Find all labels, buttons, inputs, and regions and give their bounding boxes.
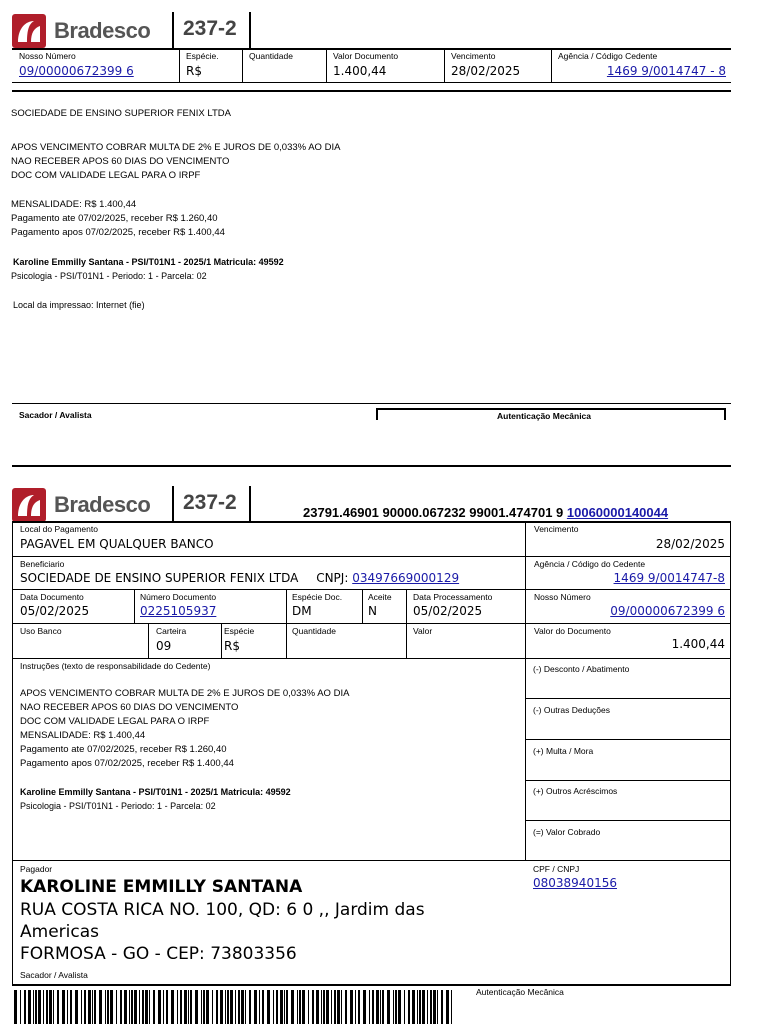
- slip-instr-4: MENSALIDADE: R$ 1.400,44: [20, 730, 146, 741]
- barcode-bar: [395, 990, 397, 1024]
- barcode-bar: [14, 990, 17, 1024]
- slip-instr-2: NAO RECEBER APOS 60 DIAS DO VENCIMENTO: [20, 702, 239, 713]
- data-proc-value: 05/02/2025: [413, 604, 483, 618]
- barcode-bar: [92, 990, 93, 1024]
- local-impressao: Local da impressao: Internet (fie): [13, 300, 145, 310]
- barcode-bar: [433, 990, 436, 1024]
- barcode-bar: [273, 990, 274, 1024]
- carteira-value: 09: [156, 639, 172, 653]
- multa-label: (+) Multa / Mora: [533, 746, 594, 756]
- barcode-bar: [393, 990, 394, 1024]
- barcode-bar: [427, 990, 428, 1024]
- barcode-bar: [212, 990, 213, 1024]
- barcode-bar: [323, 990, 325, 1024]
- slip-instr-3: DOC COM VALIDADE LEGAL PARA O IRPF: [20, 716, 210, 727]
- barcode-bar: [241, 990, 244, 1024]
- valor-doc-label: Valor do Documento: [534, 626, 611, 636]
- pagador-nome: KAROLINE EMMILLY SANTANA: [20, 877, 303, 897]
- vencimento-label-2: Vencimento: [534, 524, 579, 534]
- barcode-bar: [94, 990, 96, 1024]
- barcode-bar: [131, 990, 133, 1024]
- bank-name-2: Bradesco: [54, 492, 151, 517]
- cnpj-link[interactable]: 03497669000129: [352, 571, 460, 585]
- barcode-bar: [24, 990, 26, 1024]
- num-doc-link[interactable]: 0225105937: [140, 604, 217, 618]
- agencia-label-2: Agência / Código do Cedente: [534, 559, 646, 569]
- instr-line-2: NAO RECEBER APOS 60 DIAS DO VENCIMENTO: [11, 156, 230, 167]
- barcode-bar: [446, 990, 449, 1024]
- cnpj-label: CNPJ:: [316, 571, 349, 585]
- barcode-bar: [145, 990, 148, 1024]
- barcode-bar: [153, 990, 155, 1024]
- barcode-bar: [316, 990, 319, 1024]
- barcode-bar: [177, 990, 178, 1024]
- barcode-bar: [350, 990, 353, 1024]
- barcode-bar: [299, 990, 301, 1024]
- barcode-bar: [53, 990, 54, 1024]
- barcode-bar: [81, 990, 82, 1024]
- barcode-bar: [441, 990, 443, 1024]
- linha-digitavel: [303, 505, 668, 520]
- valor-documento-label: Valor Documento: [333, 51, 399, 61]
- barcode-bar: [408, 990, 410, 1024]
- barcode-bar: [62, 990, 65, 1024]
- barcode-bar: [220, 990, 223, 1024]
- mens-line-1: MENSALIDADE: R$ 1.400,44: [11, 199, 137, 210]
- barcode-bar: [99, 990, 102, 1024]
- bank-name: Bradesco: [54, 18, 151, 43]
- barcode-bar: [28, 990, 31, 1024]
- barcode-bar: [308, 990, 309, 1024]
- beneficiario-row: [20, 571, 459, 585]
- outros-acrescimos-label: (+) Outros Acréscimos: [533, 786, 618, 796]
- aceite-value: N: [368, 604, 377, 618]
- slip-course-line: Psicologia - PSI/T01N1 - Periodo: 1 - Parcela: 02: [20, 801, 216, 811]
- uso-banco-label: Uso Banco: [20, 626, 62, 636]
- instrucoes-label: Instruções (texto de responsabilidade do Cedente): [20, 661, 211, 671]
- barcode-bar: [245, 990, 246, 1024]
- barcode-bar: [38, 990, 41, 1024]
- data-doc-value: 05/02/2025: [20, 604, 90, 618]
- data-doc-label: Data Documento: [20, 592, 84, 602]
- barcode-bar: [417, 990, 418, 1024]
- barcode-bar: [358, 990, 360, 1024]
- barcode-bar: [203, 990, 205, 1024]
- agencia-link[interactable]: 1469 9/0014747 - 8: [606, 64, 726, 78]
- course-line: Psicologia - PSI/T01N1 - Periodo: 1 - Parcela: 02: [11, 271, 207, 281]
- barcode-bar: [259, 990, 260, 1024]
- beneficiario-value: SOCIEDADE DE ENSINO SUPERIOR FENIX LTDA: [20, 571, 299, 585]
- barcode-bar: [345, 990, 347, 1024]
- beneficiario-label: Beneficiario: [20, 559, 65, 569]
- autenticacao-label-bottom: Autenticação Mecânica: [476, 987, 564, 997]
- barcode-bar: [451, 990, 452, 1024]
- barcode-bar: [75, 990, 78, 1024]
- barcode-bar: [46, 990, 48, 1024]
- barcode-bar: [254, 990, 257, 1024]
- barcode-bar: [57, 990, 59, 1024]
- especie-label: Espécie.: [186, 51, 219, 61]
- barcode-bar: [235, 990, 236, 1024]
- nosso-numero-label-2: Nosso Número: [534, 592, 591, 602]
- barcode-bar: [321, 990, 322, 1024]
- bank-code: 237-2: [183, 17, 237, 40]
- data-proc-label: Data Processamento: [413, 592, 493, 602]
- barcode-bar: [124, 990, 127, 1024]
- especie-doc-value: DM: [292, 604, 312, 618]
- barcode-bar: [267, 990, 270, 1024]
- barcode-bar: [276, 990, 278, 1024]
- vencimento-label: Vencimento: [451, 51, 496, 61]
- especie-label-2: Espécie: [224, 626, 255, 636]
- mens-line-3: Pagamento apos 07/02/2025, receber R$ 1.400,44: [11, 227, 225, 238]
- nosso-numero-link[interactable]: 09/00000672399 6: [19, 64, 134, 78]
- nosso-numero-label: Nosso Número: [19, 51, 76, 61]
- num-doc-label: Número Documento: [140, 592, 217, 602]
- cpf-label: CPF / CNPJ: [533, 864, 580, 874]
- barcode-bar: [337, 990, 340, 1024]
- barcode-bar: [107, 990, 109, 1024]
- barcode-bar: [70, 990, 72, 1024]
- student-line: Karoline Emmilly Santana - PSI/T01N1 - 2025/1 Matricula: 49592: [13, 257, 284, 267]
- barcode-bar: [225, 990, 226, 1024]
- quantidade-label: Quantidade: [249, 51, 293, 61]
- barcode-bar: [398, 990, 401, 1024]
- barcode-bar: [158, 990, 161, 1024]
- barcode-bar: [195, 990, 198, 1024]
- barcode-bar: [230, 990, 233, 1024]
- barcode-bar: [188, 990, 189, 1024]
- valor-doc-value: 1.400,44: [671, 637, 725, 651]
- barcode-bar: [331, 990, 332, 1024]
- mens-line-2: Pagamento ate 07/02/2025, receber R$ 1.260,40: [11, 213, 218, 224]
- local-pagamento-value: PAGAVEL EM QUALQUER BANCO: [20, 537, 214, 551]
- barcode-bar: [419, 990, 421, 1024]
- aceite-label: Aceite: [368, 592, 392, 602]
- barcode-bar: [43, 990, 44, 1024]
- barcode-bar: [437, 990, 438, 1024]
- bradesco-logo-icon-2: [12, 488, 46, 522]
- sacador-label-bottom: Sacador / Avalista: [20, 970, 88, 980]
- barcode-bar: [120, 990, 122, 1024]
- local-pagamento-label: Local do Pagamento: [20, 524, 98, 534]
- valor-documento-value: 1.400,44: [333, 64, 387, 78]
- barcode-bar: [238, 990, 240, 1024]
- barcode-bar: [280, 990, 283, 1024]
- especie-doc-label: Espécie Doc.: [292, 592, 343, 602]
- barcode-bar: [88, 990, 91, 1024]
- barcode-bar: [372, 990, 374, 1024]
- instr-line-1: APOS VENCIMENTO COBRAR MULTA DE 2% E JUROS DE 0,033% AO DIA: [11, 142, 341, 153]
- barcode-bar: [430, 990, 432, 1024]
- sacador-label-top: Sacador / Avalista: [19, 410, 92, 420]
- barcode-bar: [67, 990, 68, 1024]
- barcode-bar: [334, 990, 336, 1024]
- vencimento-value-2: 28/02/2025: [655, 537, 725, 551]
- linha-digitavel-text: 23791.46901 90000.067232 99001.474701 9: [303, 505, 567, 520]
- barcode-bar: [184, 990, 187, 1024]
- barcode-bar: [105, 990, 106, 1024]
- barcode-bar: [216, 990, 218, 1024]
- barcode-bar: [380, 990, 381, 1024]
- slip-instr-6: Pagamento apos 07/02/2025, receber R$ 1.400,44: [20, 758, 234, 769]
- barcode-bar: [262, 990, 264, 1024]
- barcode-bar: [190, 990, 192, 1024]
- barcode-bar: [84, 990, 86, 1024]
- barcode-image: [14, 990, 454, 1024]
- barcode-bar: [49, 990, 52, 1024]
- barcode-bar: [33, 990, 34, 1024]
- pagador-endereco-2: Americas: [20, 922, 99, 942]
- cpf-link[interactable]: 08038940156: [533, 876, 617, 890]
- bank-code-2: 237-2: [183, 491, 237, 514]
- slip-instr-1: APOS VENCIMENTO COBRAR MULTA DE 2% E JUROS DE 0,033% AO DIA: [20, 688, 350, 699]
- agencia-link-2[interactable]: 1469 9/0014747-8: [613, 571, 725, 585]
- barcode-bar: [284, 990, 285, 1024]
- barcode-bar: [376, 990, 379, 1024]
- desconto-label: (-) Desconto / Abatimento: [533, 664, 630, 674]
- barcode-bar: [312, 990, 314, 1024]
- linha-digitavel-link[interactable]: 10060000140044: [566, 505, 669, 520]
- agencia-label: Agência / Código Cedente: [558, 51, 658, 61]
- barcode-bar: [286, 990, 288, 1024]
- outras-deducoes-label: (-) Outras Deduções: [533, 705, 610, 715]
- vencimento-value: 28/02/2025: [451, 64, 521, 78]
- carteira-label: Carteira: [156, 626, 187, 636]
- barcode-bar: [201, 990, 202, 1024]
- barcode-bar: [110, 990, 113, 1024]
- barcode-bar: [291, 990, 294, 1024]
- barcode-bar: [249, 990, 251, 1024]
- instr-line-3: DOC COM VALIDADE LEGAL PARA O IRPF: [11, 170, 201, 181]
- barcode-bar: [369, 990, 370, 1024]
- valor-cobrado-label: (=) Valor Cobrado: [533, 827, 601, 837]
- barcode-bar: [139, 990, 140, 1024]
- barcode-bar: [297, 990, 298, 1024]
- slip-instr-5: Pagamento ate 07/02/2025, receber R$ 1.260,40: [20, 744, 227, 755]
- barcode-bar: [302, 990, 305, 1024]
- barcode-bar: [355, 990, 356, 1024]
- barcode-bar: [422, 990, 425, 1024]
- pagador-endereco-3: FORMOSA - GO - CEP: 73803356: [20, 944, 297, 964]
- barcode-bar: [163, 990, 164, 1024]
- slip-student-line: Karoline Emmilly Santana - PSI/T01N1 - 2025/1 Matricula: 49592: [20, 787, 291, 797]
- nosso-numero-link-2[interactable]: 09/00000672399 6: [610, 604, 725, 618]
- barcode-bar: [142, 990, 144, 1024]
- barcode-bar: [227, 990, 229, 1024]
- barcode-bar: [326, 990, 329, 1024]
- barcode-bar: [363, 990, 366, 1024]
- barcode-bar: [382, 990, 384, 1024]
- especie-value-2: R$: [224, 639, 240, 653]
- barcode-bar: [35, 990, 37, 1024]
- valor-label: Valor: [413, 626, 433, 636]
- beneficiario-text: SOCIEDADE DE ENSINO SUPERIOR FENIX LTDA: [11, 108, 231, 119]
- barcode-bar: [341, 990, 342, 1024]
- barcode-bar: [129, 990, 130, 1024]
- barcode-bar: [116, 990, 117, 1024]
- barcode-bar: [387, 990, 390, 1024]
- pagador-label: Pagador: [20, 864, 53, 874]
- barcode-bar: [206, 990, 209, 1024]
- barcode-bar: [134, 990, 137, 1024]
- barcode-bar: [180, 990, 182, 1024]
- autenticacao-label-top: Autenticação Mecânica: [497, 411, 592, 421]
- especie-value: R$: [186, 64, 202, 78]
- barcode-bar: [171, 990, 174, 1024]
- barcode-bar: [149, 990, 150, 1024]
- quantidade-label-2: Quantidade: [292, 626, 336, 636]
- barcode-bar: [20, 990, 21, 1024]
- bradesco-logo-icon: [12, 14, 46, 48]
- barcode-bar: [412, 990, 415, 1024]
- barcode-bar: [166, 990, 168, 1024]
- barcode-bar: [404, 990, 405, 1024]
- pagador-endereco-1: RUA COSTA RICA NO. 100, QD: 6 0 ,, Jardim das: [20, 900, 425, 920]
